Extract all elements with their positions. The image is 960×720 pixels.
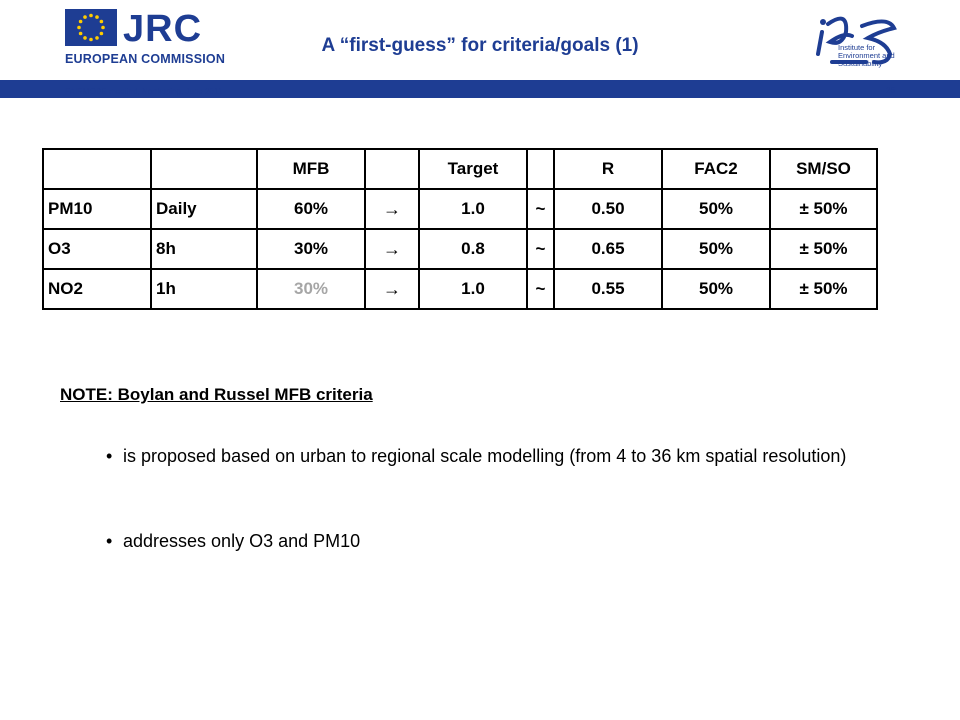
period-cell: 1h: [151, 269, 257, 309]
approx-cell: ~: [527, 269, 554, 309]
pollutant-cell: PM10: [43, 189, 151, 229]
eu-star-icon: [83, 15, 87, 19]
mfb-cell: 30%: [257, 229, 365, 269]
eu-star-icon: [101, 26, 105, 30]
list-item: [106, 528, 606, 554]
pollutant-cell: NO2: [43, 269, 151, 309]
r-cell: 0.55: [554, 269, 662, 309]
arrow-icon: →: [365, 229, 419, 269]
table-row: [43, 269, 877, 309]
note-title: NOTE: Boylan and Russel MFB criteria: [60, 385, 373, 404]
target-cell: 1.0: [419, 189, 527, 229]
eu-star-icon: [89, 38, 93, 42]
eu-star-icon: [79, 32, 83, 36]
header-cell-r: R: [554, 149, 662, 189]
eu-star-icon: [89, 14, 93, 18]
fac2-cell: 50%: [662, 229, 770, 269]
fac2-cell: 50%: [662, 189, 770, 229]
r-cell: 0.50: [554, 189, 662, 229]
table-row: [43, 229, 877, 269]
arrow-icon: →: [365, 269, 419, 309]
smso-cell: ± 50%: [770, 229, 877, 269]
mfb-cell: 30%: [257, 269, 365, 309]
period-cell: Daily: [151, 189, 257, 229]
header-cell: [365, 149, 419, 189]
header-cell: [43, 149, 151, 189]
jrc-logo-text: JRC: [123, 8, 203, 50]
r-cell: 0.65: [554, 229, 662, 269]
page-number: 26: [886, 86, 895, 95]
pollutant-cell: O3: [43, 229, 151, 269]
bullet-icon: •: [106, 446, 113, 466]
table-row: [43, 189, 877, 229]
organization-name: EUROPEAN COMMISSION: [65, 52, 226, 66]
eu-star-icon: [100, 32, 104, 36]
criteria-table: [42, 148, 878, 310]
slide-title: A “first-guess” for criteria/goals (1): [321, 35, 639, 56]
ies-subtitle: Institute for Environment and Sustainability: [838, 43, 895, 68]
header-cell-mfb: MFB: [257, 149, 365, 189]
eu-star-icon: [79, 20, 83, 24]
header-cell: [151, 149, 257, 189]
list-item: [106, 443, 866, 495]
table-header-row: [43, 149, 877, 189]
header-cell-smso: SM/SO: [770, 149, 877, 189]
target-cell: 1.0: [419, 269, 527, 309]
header-cell-fac2: FAC2: [662, 149, 770, 189]
eu-star-icon: [100, 20, 104, 24]
period-cell: 8h: [151, 229, 257, 269]
header-cell: [527, 149, 554, 189]
header-cell-target: Target: [419, 149, 527, 189]
bullet-icon: •: [106, 531, 113, 551]
smso-cell: ± 50%: [770, 189, 877, 229]
approx-cell: ~: [527, 229, 554, 269]
smso-cell: ± 50%: [770, 269, 877, 309]
target-cell: 0.8: [419, 229, 527, 269]
eu-flag-icon: [65, 9, 117, 46]
eu-star-icon: [95, 36, 99, 40]
eu-star-icon: [95, 15, 99, 19]
bullet-text: is proposed based on urban to regional scale modelling (from 4 to 36 km spatial resolution): [123, 446, 847, 466]
arrow-icon: →: [365, 189, 419, 229]
eu-star-icon: [83, 36, 87, 40]
approx-cell: ~: [527, 189, 554, 229]
footer-text: FAIRMODE meetind, Norrkoping, June 2011: [65, 87, 223, 96]
mfb-cell: 60%: [257, 189, 365, 229]
bullet-text: addresses only O3 and PM10: [123, 531, 361, 551]
fac2-cell: 50%: [662, 269, 770, 309]
eu-star-icon: [77, 26, 81, 30]
